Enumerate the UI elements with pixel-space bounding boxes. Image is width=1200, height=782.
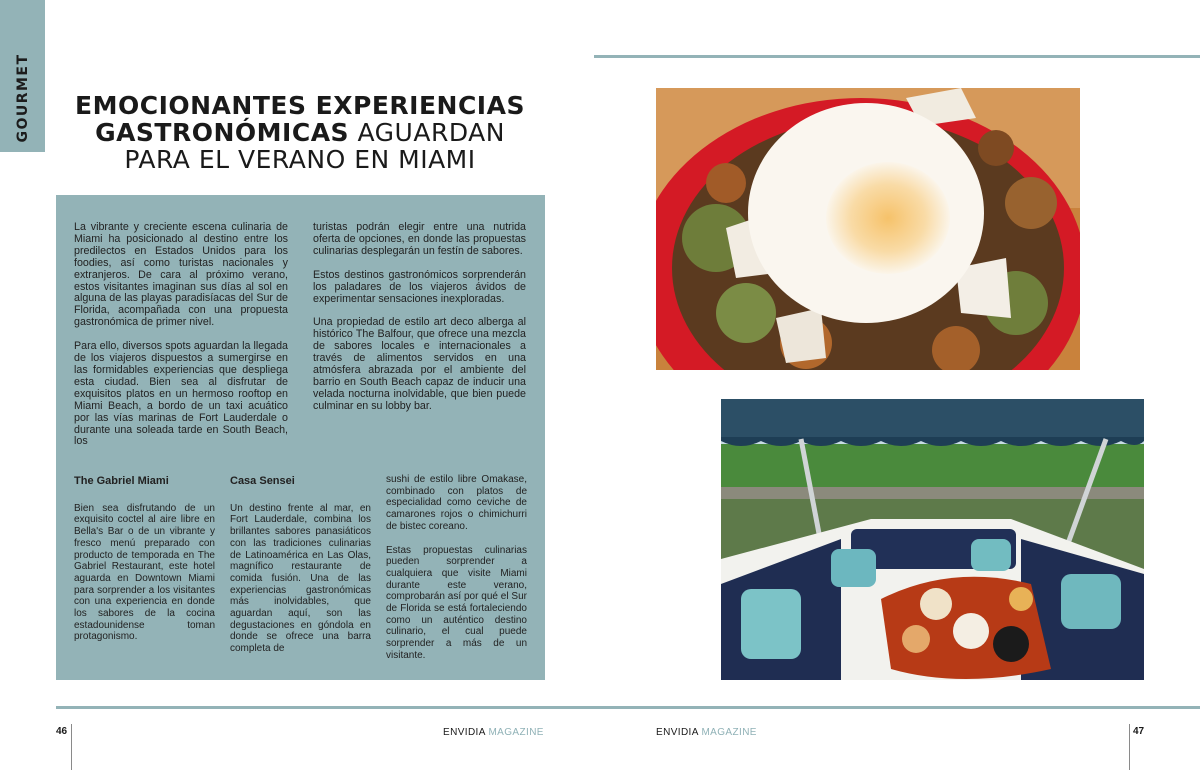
- intro-paragraph: Estos destinos gastronómicos sorprenderán los paladares de los viajeros ávidos de experimentar sensaciones inexploradas.: [313, 268, 526, 305]
- gabriel-body: Bien sea disfrutando de un exquisito coctel al aire libre en Bella's Bar o de un vibrante y fresco menú preparado con producto de temporada en The Gabriel Restaurant, este hotel aguarda en Downtown Miami para sorprender a los visitantes con una experiencia en donde los sabores de la cocina estadounidense toman protagonismo.: [74, 502, 215, 643]
- footer-brand-left: [443, 727, 544, 738]
- brand-suffix: MAGAZINE: [488, 727, 544, 738]
- intro-paragraph: Una propiedad de estilo art deco alberga al histórico The Balfour, que ofrece una mezcla de sabores locales e internacionales a través de alimentos servidos en una atmósfera abrazada por el ambiente del barrio en South Beach capaz de inducir una velada nocturna inolvidable, que bien puede culminar en su lobby bar.: [313, 316, 526, 412]
- page-number-left: 46: [56, 726, 68, 737]
- folio-divider-right: [1129, 724, 1130, 770]
- food-photo: [656, 88, 1080, 370]
- folio-divider-left: [71, 724, 72, 770]
- headline-line-2-bold: GASTRONÓMICAS: [95, 118, 350, 147]
- section-tab-label: GOURMET: [14, 53, 31, 143]
- footer-brand-right: [656, 727, 757, 738]
- headline-line-2-light: AGUARDAN: [357, 118, 505, 147]
- closing-paragraph: Estas propuestas culinarias pueden sorprender a cualquiera que visite Miami durante este verano, comprobarán así por qué el Sur de Florida se está fortaleciendo como un auténtico destino culinario, el cual puede sorprender a más de un visitante.: [386, 544, 527, 661]
- intro-column-b: [313, 222, 526, 425]
- closing-section: [386, 474, 527, 674]
- page-number-right: 47: [1133, 726, 1145, 737]
- section-tab: [0, 0, 45, 152]
- boat-photo: [721, 399, 1144, 680]
- intro-paragraph: Para ello, diversos spots aguardan la llegada de los viajeros dispuestos a sumergirse en las formidables experiencias que despliega esta ciudad. Bien sea al disfrutar de exquisitos platos en un hermoso rooftop en Miami Beach, a bordo de un taxi acuático por las vías marinas de Fort Lauderdale o durante una soleada tarde en South Beach, los: [74, 340, 288, 448]
- brand-suffix: MAGAZINE: [701, 727, 757, 738]
- closing-paragraph: sushi de estilo libre Omakase, combinado con platos de especialidad como ceviche de camarones rojos o chimichurri de bistec coreano.: [386, 474, 527, 532]
- sensei-body: Un destino frente al mar, en Fort Lauderdale, combina los brillantes sabores panasiáticos con las tradiciones culinarias de Latinoamérica en Las Olas, magnífico restaurante de comida fusión. Una de las experiencias gastronómicas más inolvidables, que aguardan aquí, son las degustaciones en góndola en donde se ofrece una barra completa de: [230, 502, 371, 655]
- intro-paragraph: turistas podrán elegir entre una nutrida oferta de opciones, en donde las propuestas culinarias desplegarán un festín de sabores.: [313, 221, 526, 257]
- intro-column-a: [74, 222, 288, 460]
- headline-line-3: PARA EL VERANO EN MIAMI: [124, 145, 476, 174]
- intro-paragraph: La vibrante y creciente escena culinaria de Miami ha posicionado al destino entre los predilectos en Estados Unidos para los foodies, así como turistas nacionales y extranjeros. De cara al próximo verano, estos visitantes imaginan sus días al sol en alguna de las playas paradisíacas del Sur de Florida, acompañada con una propuesta gastronómica de primer nivel.: [74, 221, 288, 329]
- headline-line-1: EMOCIONANTES EXPERIENCIAS: [75, 91, 525, 120]
- top-rule: [594, 55, 1200, 58]
- brand-name: ENVIDIA: [443, 727, 486, 738]
- brand-name: ENVIDIA: [656, 727, 699, 738]
- article-headline: [52, 92, 548, 173]
- sensei-section: [230, 476, 371, 667]
- gabriel-section: [74, 476, 215, 655]
- gabriel-heading: The Gabriel Miami: [74, 475, 169, 487]
- bottom-rule: [56, 706, 1200, 709]
- sensei-heading: Casa Sensei: [230, 475, 295, 487]
